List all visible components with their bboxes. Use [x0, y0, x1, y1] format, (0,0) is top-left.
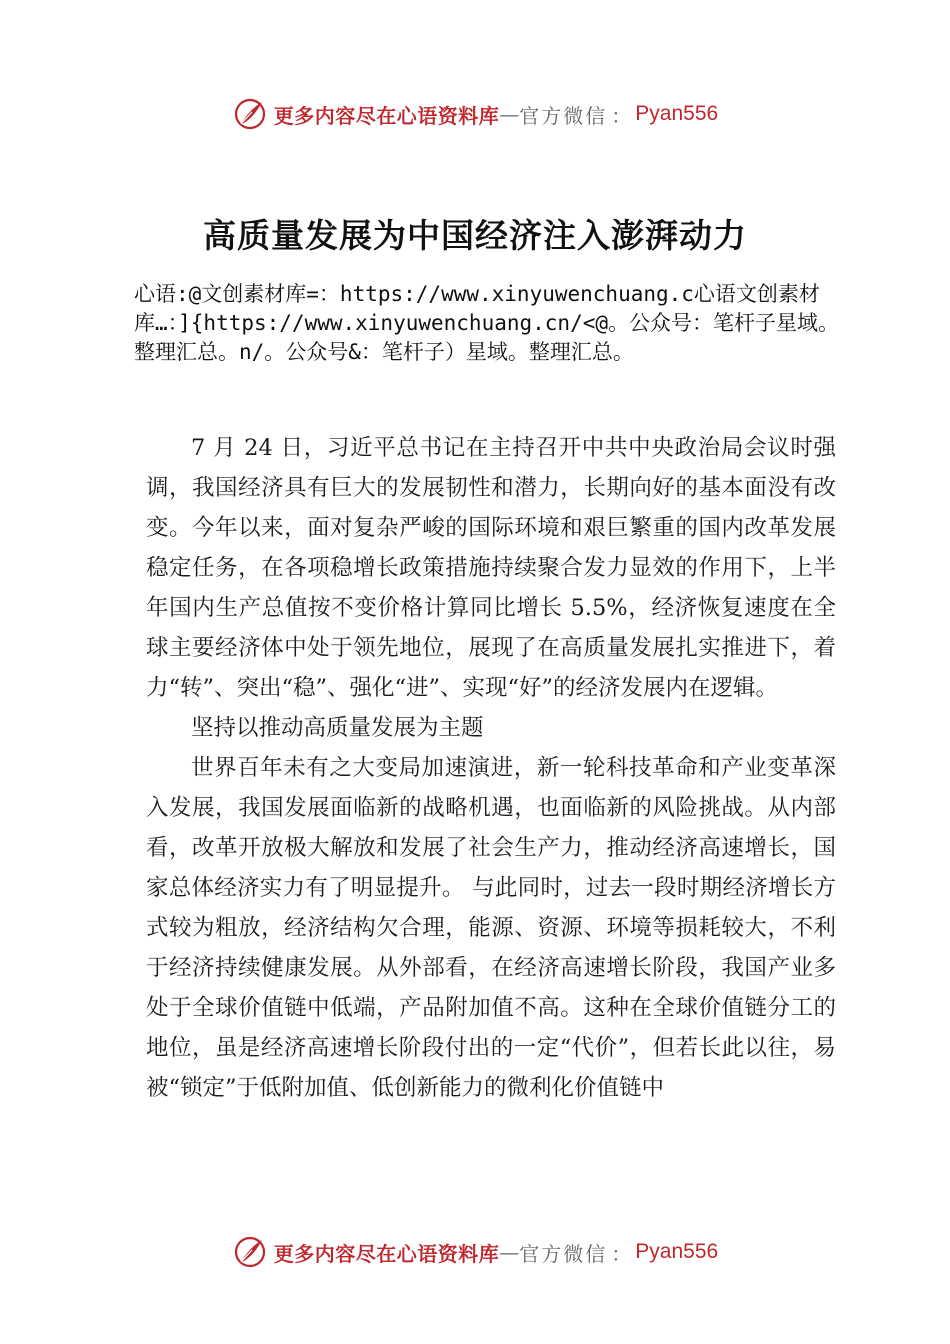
document-title: 高质量发展为中国经济注入澎湃动力 [203, 216, 747, 255]
paragraph-body: 世界百年未有之大变局加速演进，新一轮科技革命和产业变革深入发展，我国发展面临新的战略机遇，也面临新的风险挑战。从内部看，改革开放极大解放和发展了社会生产力，推动经济高速增长，国家总体经济实力有了明显提升。 与此同时，过去一段时期经济增长方式较为粗放，经济结构欠合理，能源、资源、环境等损耗较大，不利于经济持续健康发展。从外部看，在经济高速增长阶段，我国产业多处于全球价值链中低端，产品附加值不高。这种在全球价值链分工的地位，虽是经济高速增长阶段付出的一定“代价”，但若长此以往，易被“锁定”于低附加值、低创新能力的微利化价值链中 [146, 755, 836, 1101]
source-note [134, 280, 844, 367]
section-heading: 坚持以推动高质量发展为主题 [191, 715, 484, 741]
banner-colon: ： [611, 103, 632, 128]
header-banner [0, 94, 950, 134]
banner-separator: — [499, 102, 520, 126]
banner-wechat-label: 官方微信 [519, 1241, 608, 1266]
source-line: 心语:@文创素材库=：https://www.xinyuwenchuang.c心语文创素材库…：]{https://www.xinyuwenchuang.cn/<@。公众号：笔杆子星域。整理汇总。n/。公众号&：笔杆子）星域。整理汇总。 [134, 282, 840, 364]
banner-separator: — [499, 1240, 520, 1264]
feather-pen-logo-icon [232, 96, 268, 132]
paragraph-intro: 7 月 24 日，习近平总书记在主持召开中共中央政治局会议时强调，我国经济具有巨大的发展韧性和潜力，长期向好的基本面没有改变。今年以来，面对复杂严峻的国际环境和艰巨繁重的国内改革发展稳定任务，在各项稳增长政策措施持续聚合发力显效的作用下，上半年国内生产总值按不变价格计算同比增长 5.5%，经济恢复速度在全球主要经济体中处于领先地位，展现了在高质量发展扎实推进下，着力“转”、突出“稳”、强化“进”、实现“好”的经济发展内在逻辑。 [146, 435, 836, 701]
banner-text: 更多内容尽在心语资料库 [273, 1241, 500, 1266]
banner-text: 更多内容尽在心语资料库 [273, 103, 500, 128]
article-body [146, 428, 836, 1108]
footer-banner [0, 1232, 950, 1272]
feather-pen-logo-icon [232, 1234, 268, 1270]
banner-colon: ： [611, 1241, 632, 1266]
banner-wechat-handle: Pyan556 [635, 1240, 719, 1263]
banner-wechat-handle: Pyan556 [635, 102, 719, 125]
banner-wechat-label: 官方微信 [519, 103, 608, 128]
